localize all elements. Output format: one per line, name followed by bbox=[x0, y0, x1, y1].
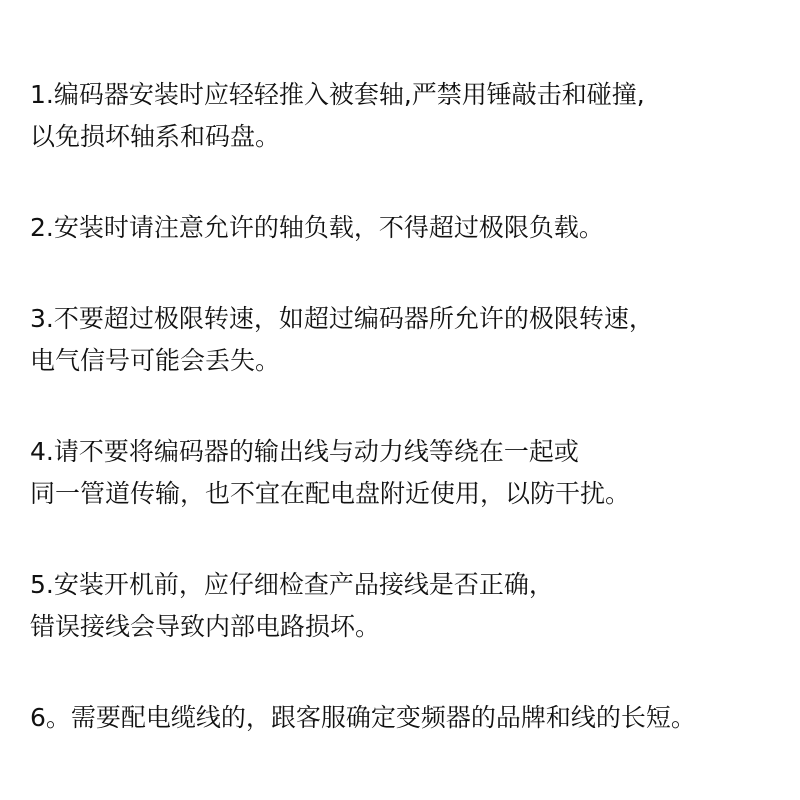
note-5-line-2: 错误接线会导致内部电路损坏。 bbox=[30, 612, 381, 641]
note-4-line-2: 同一管道传输，也不宜在配电盘附近使用，以防干扰。 bbox=[30, 479, 631, 508]
note-5 bbox=[30, 564, 790, 648]
note-3-line-2: 电气信号可能会丢失。 bbox=[30, 346, 281, 375]
note-4 bbox=[30, 431, 790, 515]
note-5-line-1: 5.安装开机前，应仔细检查产品接线是否正确， bbox=[30, 570, 554, 599]
note-6-line-1: 6。需要配电缆线的，跟客服确定变频器的品牌和线的长短。 bbox=[30, 703, 696, 732]
note-2-line-1: 2.安装时请注意允许的轴负载，不得超过极限负载。 bbox=[30, 213, 604, 242]
note-1-line-2: 以免损坏轴系和码盘。 bbox=[30, 122, 281, 151]
note-6 bbox=[30, 697, 790, 739]
note-3-line-1: 3.不要超过极限转速，如超过编码器所允许的极限转速， bbox=[30, 304, 654, 333]
note-3 bbox=[30, 298, 790, 382]
note-2 bbox=[30, 207, 790, 249]
note-1-line-1: 1.编码器安装时应轻轻推入被套轴,严禁用锤敲击和碰撞, bbox=[30, 80, 645, 109]
note-4-line-1: 4.请不要将编码器的输出线与动力线等绕在一起或 bbox=[30, 437, 579, 466]
note-1 bbox=[30, 74, 790, 158]
installation-notes bbox=[30, 74, 790, 788]
